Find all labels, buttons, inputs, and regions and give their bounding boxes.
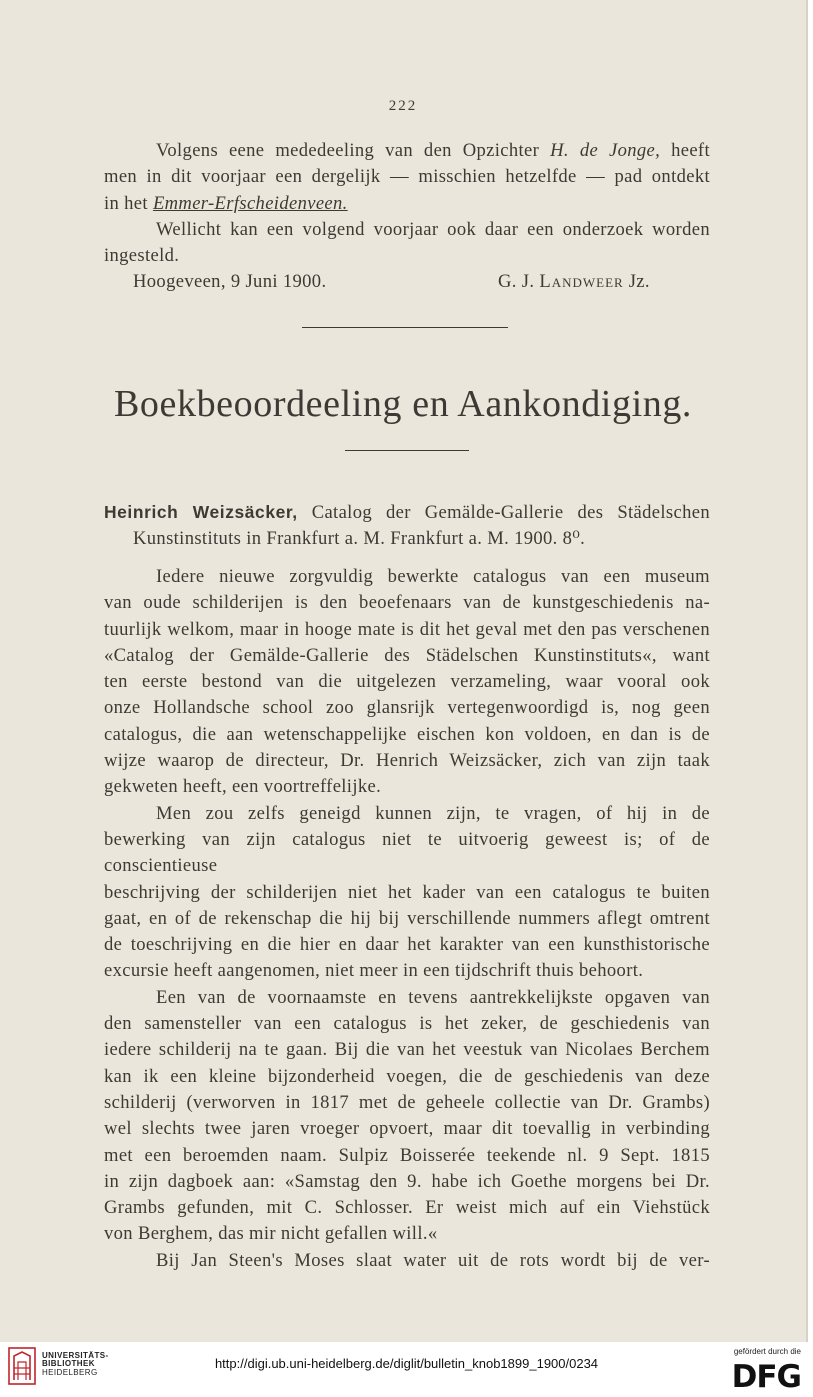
- intro-paragraph-1: [104, 138, 710, 217]
- author-signature: G. J. Landweer Jz.: [498, 271, 650, 293]
- text-line: Wellicht kan een volgend voorjaar ook daar een onderzoek worden: [156, 218, 710, 240]
- text-line: iedere schilderij na te gaan. Bij die van het veestuk van Nicolaes Berchem: [104, 1039, 710, 1061]
- text-line: wijze waarop de directeur, Dr. Henrich Weizsäcker, zich van zijn taak: [104, 750, 710, 772]
- library-name: UNIVERSITÄTS- BIBLIOTHEK HEIDELBERG: [42, 1351, 109, 1377]
- text-line: met een beroemden naam. Sulpiz Boisserée teekende nl. 9 Sept. 1815: [104, 1144, 710, 1166]
- intro-paragraph-2: [104, 217, 710, 270]
- text-line: in het Emmer-Erfscheidenveen.: [104, 192, 348, 214]
- text-line: Men zou zelfs geneigd kunnen zijn, te vragen, of hij in de: [156, 802, 710, 824]
- text-line: wel slechts twee jaren vroeger opvoert, maar dit toevallig in verbinding: [104, 1118, 710, 1140]
- section-divider-bottom: [345, 450, 469, 451]
- review-paragraph: [104, 1248, 710, 1274]
- text-line: kan ik een kleine bijzonderheid voegen, die de geschiedenis van deze: [104, 1065, 710, 1087]
- text-line: tuurlijk welkom, maar in hooge mate is dit het geval met den pas verschenen: [104, 618, 710, 640]
- text-line: Iedere nieuwe zorgvuldig bewerkte catalogus van een museum: [156, 566, 710, 587]
- page-number: 222: [388, 98, 418, 114]
- text-line: «Catalog der Gemälde-Gallerie des Städelschen Kunstinstituts«, want: [104, 644, 710, 666]
- permalink-url[interactable]: http://digi.ub.uni-heidelberg.de/diglit/bulletin_knob1899_1900/0234: [214, 1356, 599, 1371]
- text-line: excursie heeft aangenomen, niet meer in een tijdschrift thuis behoort.: [104, 960, 644, 982]
- text-line: beschrijving der schilderijen niet het kader van een catalogus te buiten: [104, 881, 710, 903]
- text-line: onze Hollandsche school zoo glansrijk vertegenwoordigd is, nog geen: [104, 697, 710, 719]
- review-author: Heinrich Weizsäcker,: [104, 502, 298, 522]
- text-line: ten eerste bestond van die uitgelezen verzameling, waar vooral ook: [104, 671, 710, 693]
- review-paragraph: [104, 564, 710, 801]
- text-line: van oude schilderijen is den beoefenaars van de kunstgeschiedenis na-: [104, 592, 710, 614]
- review-paragraph: [104, 985, 710, 1248]
- section-divider-top: [302, 327, 508, 328]
- text-line: den samensteller van een catalogus is het zeker, de geschiedenis van: [104, 1013, 710, 1035]
- text-line: men in dit voorjaar een dergelijk — misschien hetzelfde — pad ontdekt: [104, 166, 710, 188]
- text-line: bewerking van zijn catalogus niet te uitvoerig geweest is; of de conscientieuse: [104, 828, 710, 877]
- review-heading-line-1: Catalog der Gemälde-Gallerie des Städelschen: [311, 502, 711, 523]
- intro-text: [104, 138, 710, 296]
- section-title: Boekbeoordeeling en Aankondiging.: [113, 383, 693, 425]
- text-line: ingesteld.: [104, 245, 180, 267]
- place-date: Hoogeveen, 9 Juni 1900.: [133, 271, 327, 293]
- text-line: Bij Jan Steen's Moses slaat water uit de rots wordt bij de ver-: [156, 1249, 710, 1271]
- review-paragraph: [104, 801, 710, 985]
- text-line: von Berghem, das mir nicht gefallen will.«: [104, 1223, 438, 1245]
- text-line: de toeschrijving en die hier en daar het karakter van een kunsthistorische: [104, 934, 710, 956]
- review-heading: [104, 499, 710, 553]
- review-heading-line-2: Kunstinstituts in Frankfurt a. M. Frankfurt a. M. 1900. 8⁰.: [133, 528, 586, 550]
- text-line: gaat, en of de rekenschap die hij bij verschillende nummers aflegt omtrent: [104, 907, 710, 929]
- dfg-logo-icon: DFG: [731, 1359, 801, 1395]
- text-line: Volgens eene mededeeling van den Opzichter H. de Jonge, heeft: [156, 140, 710, 161]
- text-line: gekweten heeft, een voortreffelijke.: [104, 776, 382, 798]
- funded-by-label: gefördert durch die: [733, 1347, 801, 1356]
- text-line: Een van de voornaamste en tevens aantrekkelijkste opgaven van: [156, 986, 710, 1008]
- text-line: schilderij (verworven in 1817 met de geheele collectie van Dr. Grambs): [104, 1091, 710, 1113]
- signature-line: [104, 269, 710, 295]
- text-line: catalogus, die aan wetenschappelijke eischen kon voldoen, en dan is de: [104, 723, 710, 745]
- review-body: [104, 564, 710, 1274]
- text-line: Grambs gefunden, mit C. Schlosser. Er weist mich auf ein Viehstück: [104, 1197, 710, 1219]
- text-line: in zijn dagboek aan: «Samstag den 9. habe ich Goethe morgens bei Dr.: [104, 1170, 710, 1192]
